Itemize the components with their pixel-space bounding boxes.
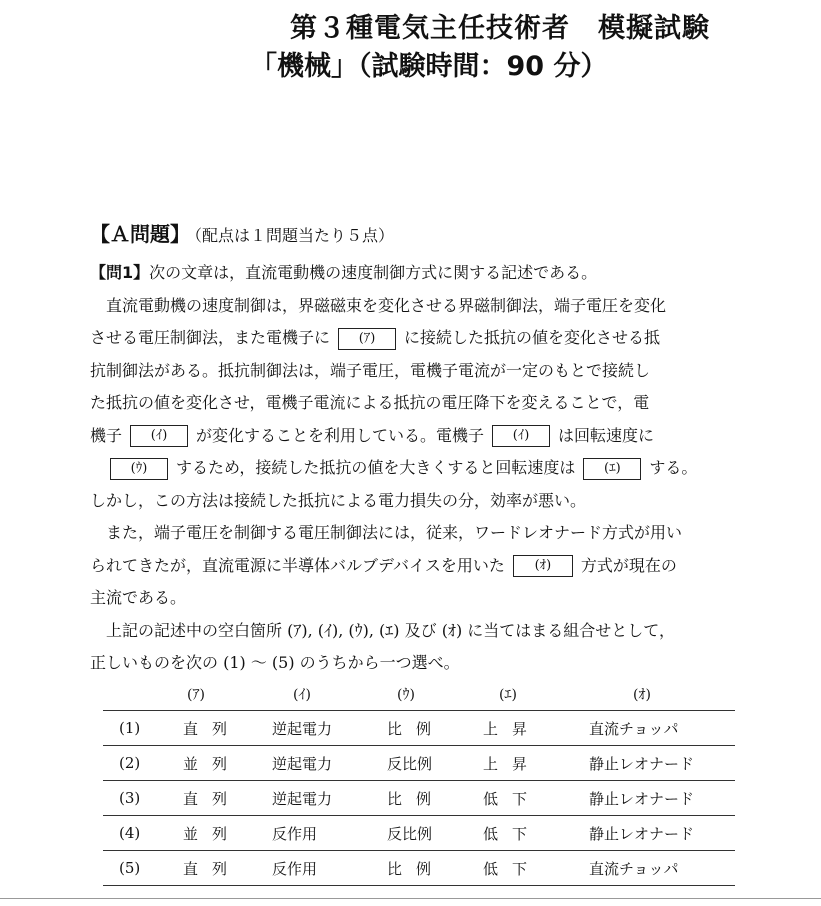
table-row [103, 711, 735, 746]
text-line [90, 490, 750, 523]
text-segment: 機子 [90, 425, 123, 445]
section-label: 【Ａ問題】 [90, 222, 190, 246]
text-line [90, 327, 750, 360]
table-cell: 比例 [379, 851, 477, 886]
table-cell: 上昇 [477, 746, 585, 781]
table-cell: 反比例 [379, 816, 477, 851]
table-cell: 静止レオナード [585, 781, 735, 816]
table-cell: 逆起電力 [271, 711, 379, 746]
blank-e-box: (ｴ) [583, 458, 641, 480]
table-cell: 静止レオナード [585, 746, 735, 781]
table-cell: 並列 [173, 816, 271, 851]
table-cell: 上昇 [477, 711, 585, 746]
text-line [90, 457, 750, 490]
option-number: (2) [103, 746, 173, 781]
text-segment: また，端子電圧を制御する電圧制御法には，従来，ワードレオナード方式が用い [106, 523, 683, 542]
text-segment: に接続した抵抗の値を変化させる抵 [404, 328, 661, 347]
table-cell: 直列 [173, 851, 271, 886]
table-cell: 静止レオナード [585, 816, 735, 851]
table-cell: 比例 [379, 711, 477, 746]
section-heading [90, 218, 394, 247]
text-line [90, 295, 750, 328]
text-line [90, 360, 750, 393]
table-cell: 逆起電力 [271, 781, 379, 816]
exam-subtitle: 「機械」（試験時間：90 分） [250, 51, 608, 82]
text-line [90, 425, 750, 458]
table-header: (ｴ) [499, 687, 517, 703]
text-line [90, 620, 750, 653]
blank-i-box: (ｲ) [492, 425, 550, 447]
text-segment: 主流である。 [90, 588, 187, 607]
text-segment: させる電圧制御法，また電機子に [90, 328, 331, 347]
table-cell: 低下 [477, 816, 585, 851]
exam-title: 第３種電気主任技術者 模擬試験 [290, 13, 710, 44]
table-cell: 逆起電力 [271, 746, 379, 781]
answer-table [103, 678, 735, 886]
text-segment: しかし，この方法は接続した抵抗による電力損失の分，効率が悪い。 [90, 490, 587, 510]
table-header: (ｱ) [187, 687, 205, 703]
option-number: (1) [103, 711, 173, 746]
table-cell: 直列 [173, 711, 271, 746]
text-segment: する。 [649, 458, 698, 477]
table-row [103, 816, 735, 851]
table-cell: 反作用 [271, 851, 379, 886]
question-1 [90, 262, 750, 685]
text-segment: 方式が現在の [580, 555, 677, 575]
blank-o-box: (ｵ) [513, 555, 573, 577]
table-header: (ｳ) [397, 687, 415, 703]
text-line [90, 522, 750, 555]
text-segment: た抵抗の値を変化させ，電機子電流による抵抗の電圧降下を変えることで，電 [90, 393, 650, 412]
question-intro-line [90, 262, 750, 295]
option-number: (4) [103, 816, 173, 851]
option-number: (5) [103, 851, 173, 886]
table-cell: 直流チョッパ [585, 851, 735, 886]
text-segment: 直流電動機の速度制御は，界磁磁束を変化させる界磁制御法，端子電圧を変化 [106, 295, 667, 315]
table-row [103, 746, 735, 781]
text-segment: は回転速度に [558, 425, 655, 445]
page-bottom-divider [0, 898, 821, 899]
section-note: （配点は１問題当たり５点） [194, 226, 395, 245]
table-header [103, 678, 173, 711]
text-line [90, 587, 750, 620]
text-line [90, 392, 750, 425]
question-intro: 次の文章は，直流電動機の速度制御方式に関する記述である。 [149, 263, 598, 282]
table-header: (ｵ) [633, 687, 651, 703]
table-cell: 比例 [379, 781, 477, 816]
table-header-row [103, 678, 735, 711]
table-cell: 低下 [477, 851, 585, 886]
blank-u-box: (ｳ) [110, 458, 168, 480]
table-cell: 反比例 [379, 746, 477, 781]
blank-i-box: (ｲ) [130, 425, 188, 447]
question-label: 【問1】 [90, 263, 150, 282]
table-cell: 反作用 [271, 816, 379, 851]
table-row [103, 851, 735, 886]
text-segment: するため，接続した抵抗の値を大きくすると回転速度は [176, 458, 576, 477]
blank-a-box: (ｱ) [338, 328, 396, 350]
text-segment: 上記の記述中の空白箇所 (ｱ), (ｲ), (ｳ), (ｴ) 及び (ｵ) に当てはまる組合せとして， [106, 620, 675, 640]
text-segment: 正しいものを次の (1) ～ (5) のうちから一つ選べ。 [90, 653, 460, 672]
table-cell: 並列 [173, 746, 271, 781]
option-number: (3) [103, 781, 173, 816]
table-header: (ｲ) [293, 687, 311, 703]
table-cell: 低下 [477, 781, 585, 816]
text-segment: られてきたが，直流電源に半導体バルブデバイスを用いた [90, 555, 505, 575]
table-cell: 直流チョッパ [585, 711, 735, 746]
text-segment: 抗制御法がある。抵抗制御法は，端子電圧，電機子電流が一定のもとで接続し [90, 360, 651, 380]
table-cell: 直列 [173, 781, 271, 816]
table-row [103, 781, 735, 816]
text-line [90, 555, 750, 588]
text-segment: が変化することを利用している。電機子 [196, 425, 485, 445]
